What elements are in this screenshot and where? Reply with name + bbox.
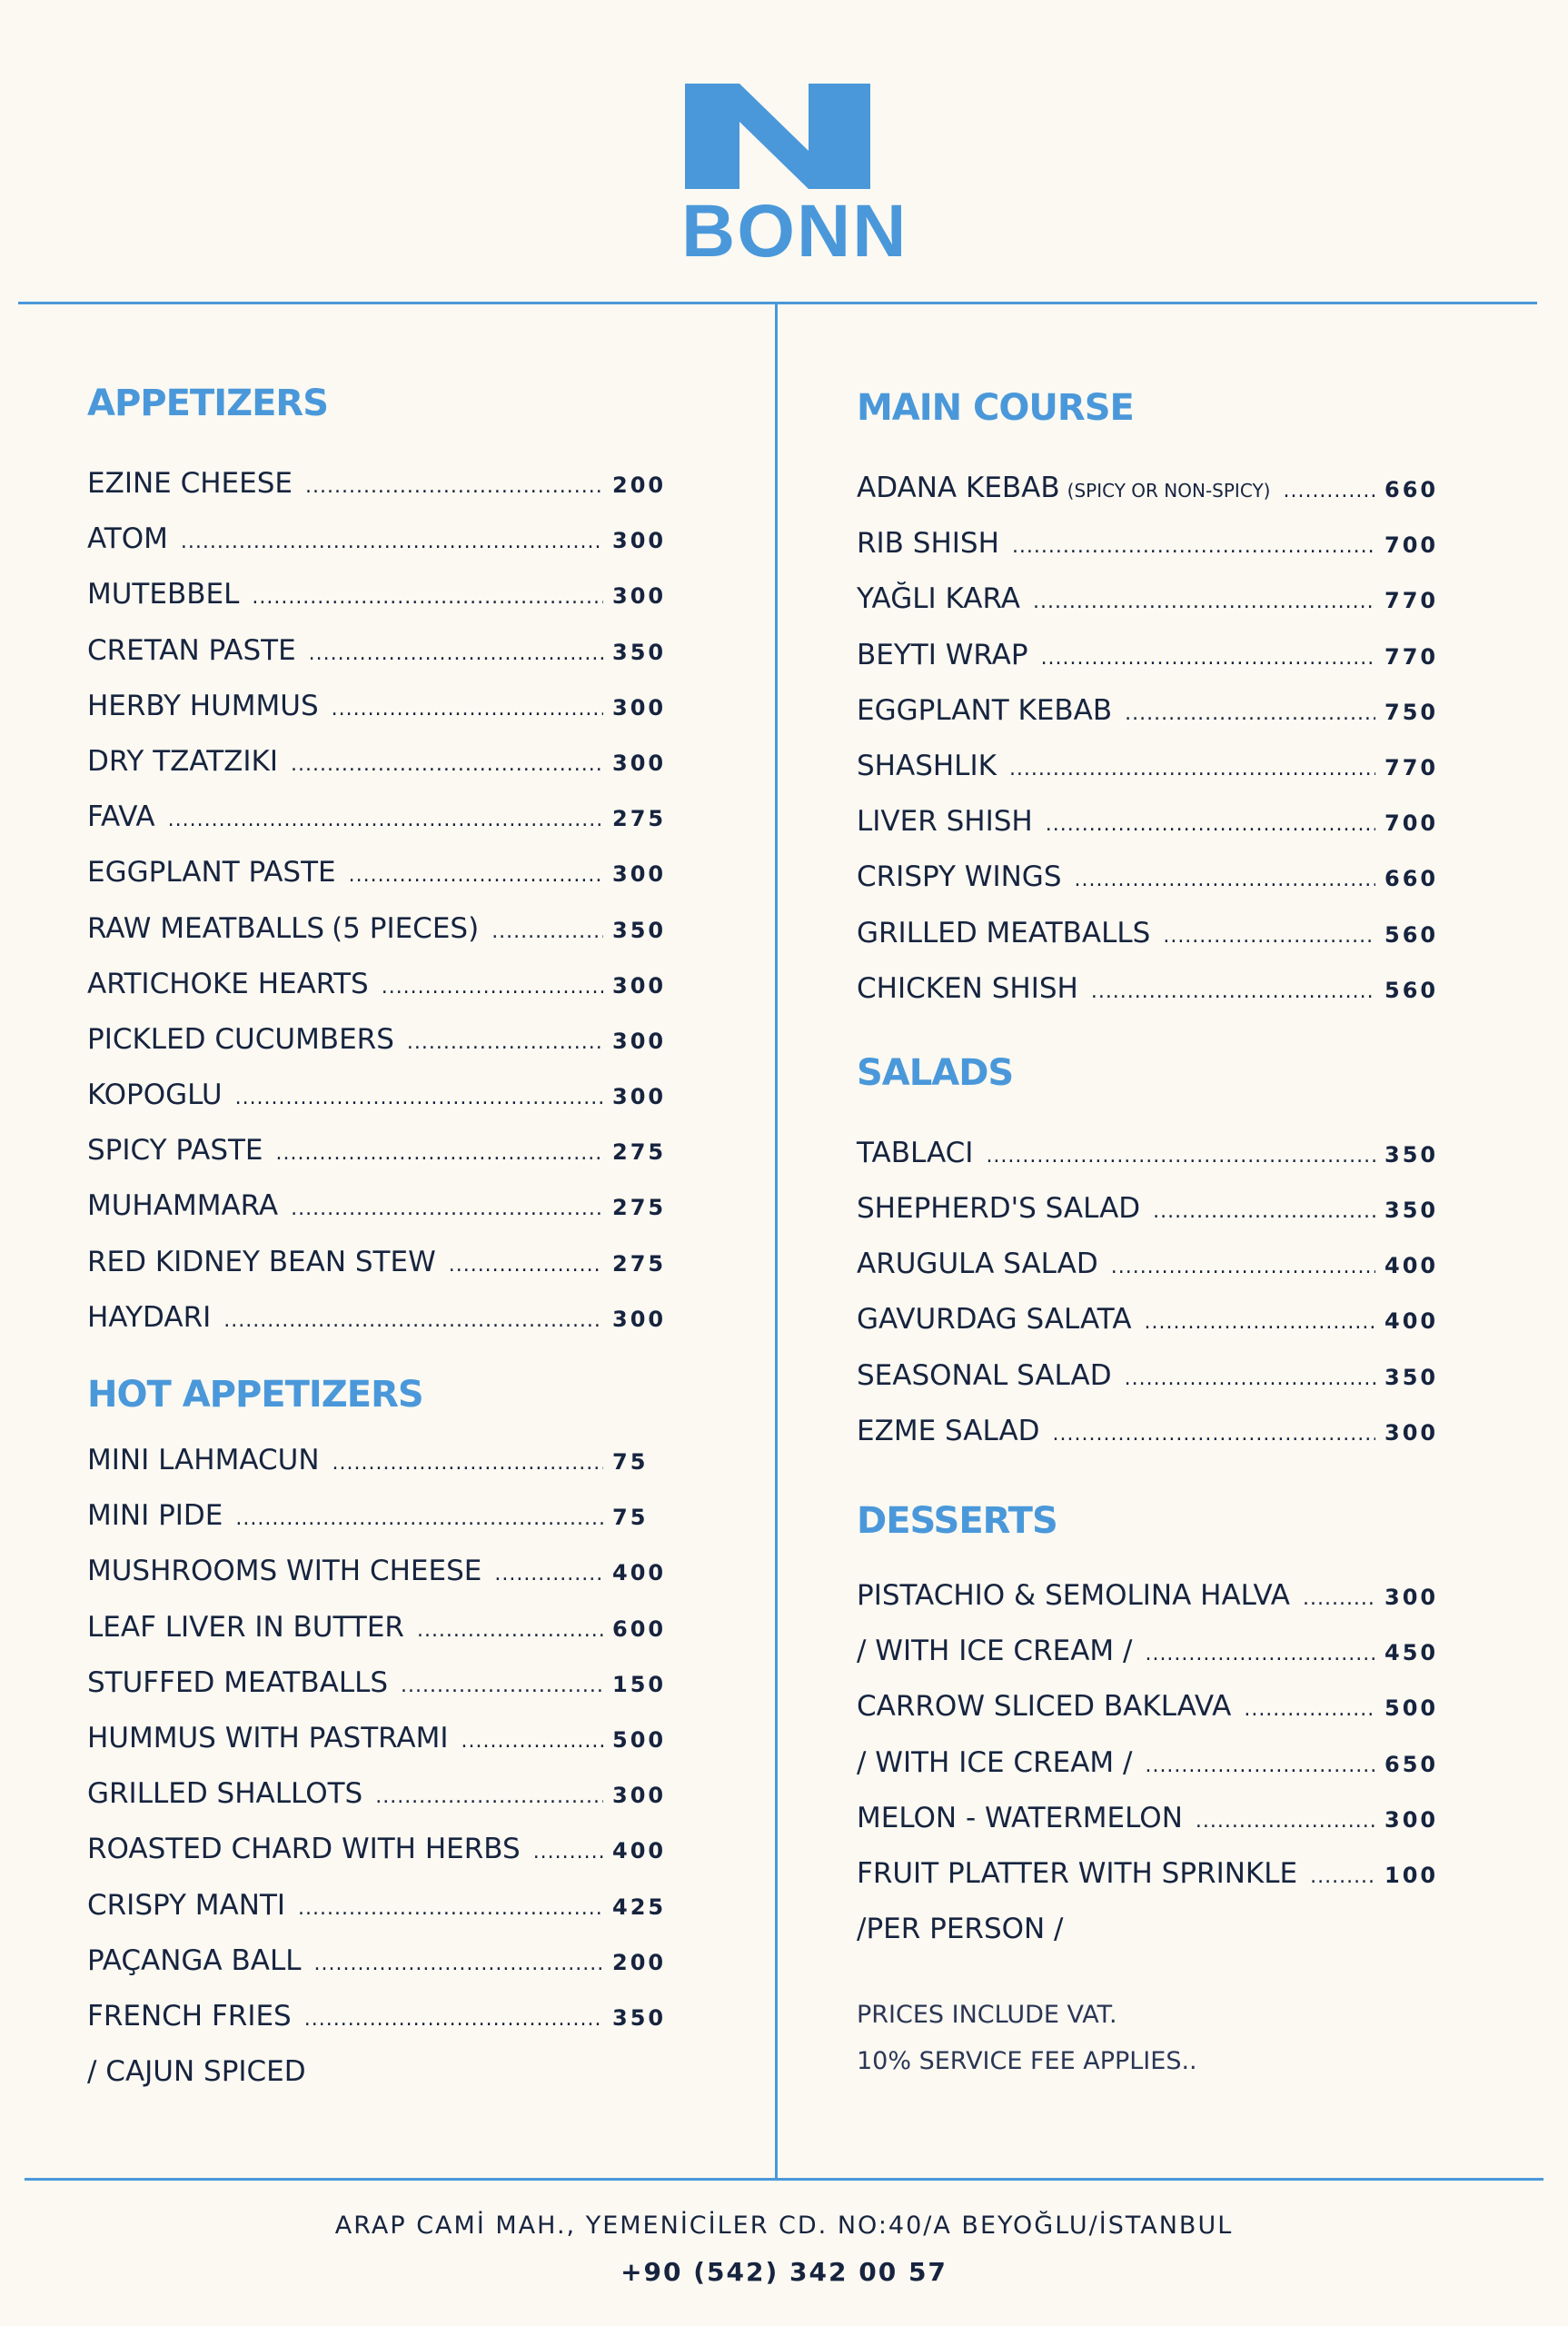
item-name: MELON - WATERMELON: [857, 1801, 1183, 1834]
item-name: RAW MEATBALLS: [87, 911, 325, 945]
item-name: / WITH ICE CREAM /: [857, 1635, 1133, 1668]
menu-item: [87, 790, 678, 845]
item-name: FRENCH FRIES: [87, 1999, 292, 2033]
dot-leader: [235, 1491, 603, 1546]
dot-leader: [304, 1992, 603, 2047]
item-name: MUSHROOMS WITH CHEESE: [87, 1555, 482, 1588]
menu-item: [87, 512, 678, 567]
dot-leader: [494, 1546, 603, 1602]
item-name: CARROW SLICED BAKLAVA: [857, 1690, 1232, 1724]
item-name: CRISPY MANTI: [87, 1888, 286, 1922]
dot-leader: [401, 1658, 603, 1714]
dot-leader: [181, 514, 603, 570]
dot-leader: [276, 1126, 603, 1181]
footer-divider: [25, 2178, 1543, 2181]
dot-leader: [1041, 631, 1375, 686]
item-name: CRETAN PASTE: [87, 633, 296, 667]
dot-leader: [252, 570, 603, 625]
dot-leader: [1075, 852, 1376, 908]
item-name: STUFFED MEATBALLS: [87, 1665, 389, 1699]
dot-leader: [449, 1238, 603, 1293]
item-price: 300: [612, 583, 667, 610]
item-price: 350: [1384, 1364, 1439, 1390]
item-price: 770: [1384, 754, 1439, 780]
menu-item: [857, 516, 1450, 572]
item-price: 750: [1384, 699, 1439, 725]
dot-leader: [1033, 574, 1375, 630]
item-price: 200: [612, 1949, 667, 1975]
dot-leader: [1145, 1626, 1375, 1682]
dot-leader: [305, 459, 603, 514]
menu-item: [87, 1012, 678, 1068]
item-price: 400: [1384, 1253, 1439, 1279]
item-price: 400: [1384, 1308, 1439, 1335]
menu-item: [857, 1292, 1450, 1347]
main-course-list: [857, 461, 1450, 1017]
dot-leader: [1145, 1738, 1375, 1794]
item-name: YAĞLI KARA: [857, 582, 1020, 616]
item-name: HAYDARI: [87, 1300, 212, 1334]
menu-item: [87, 1488, 678, 1544]
item-name: PISTACHIO & SEMOLINA HALVA: [857, 1579, 1290, 1612]
item-price: 770: [1384, 643, 1439, 670]
item-price: 350: [612, 639, 667, 665]
dot-leader: [332, 1436, 603, 1491]
item-name: LIVER SHISH: [857, 805, 1033, 839]
menu-item: [857, 1791, 1450, 1846]
menu-item: [857, 961, 1450, 1017]
menu-item: [857, 1846, 1450, 1902]
dot-leader: [382, 959, 603, 1015]
item-note: (SPICY OR NON-SPICY): [1067, 480, 1271, 502]
dot-leader: [298, 1881, 603, 1936]
menu-item: [857, 850, 1450, 905]
brand-name: BONN: [681, 190, 908, 273]
item-price: 150: [612, 1671, 667, 1697]
item-name: GAVURDAG SALATA: [857, 1303, 1132, 1337]
menu-item: [857, 628, 1450, 683]
menu-item: [857, 461, 1450, 516]
menu-item: [87, 1989, 678, 2044]
appetizers-list: [87, 456, 678, 1346]
item-price: 500: [1384, 1695, 1439, 1722]
item-name: CRISPY WINGS: [857, 860, 1062, 894]
section-title-salads: SALADS: [857, 1051, 1014, 1094]
item-name: MINI LAHMACUN: [87, 1444, 320, 1476]
item-price: 350: [612, 917, 667, 943]
item-price: 650: [1384, 1751, 1439, 1777]
n-block-icon: [681, 82, 874, 191]
dot-leader: [291, 737, 603, 792]
item-name: SPICY PASTE: [87, 1134, 263, 1168]
item-name: TABLACI: [857, 1136, 974, 1169]
dot-leader: [235, 1070, 603, 1126]
item-name: MUTEBBEL: [87, 578, 240, 611]
item-name: EZME SALAD: [857, 1414, 1040, 1447]
item-price: 275: [612, 1195, 667, 1221]
dot-leader: [1046, 797, 1375, 852]
menu-item: [857, 683, 1450, 739]
menu-item: [857, 739, 1450, 794]
item-name: RIB SHISH: [857, 527, 999, 561]
menu-item: [87, 957, 678, 1012]
item-name: ADANA KEBAB: [857, 472, 1060, 504]
menu-item: [87, 1433, 678, 1488]
dot-leader: [417, 1603, 603, 1658]
item-name: EGGPLANT PASTE: [87, 856, 336, 890]
item-name: ARUGULA SALAD: [857, 1247, 1098, 1281]
item-price: 400: [612, 1838, 667, 1864]
menu-item: [87, 1235, 678, 1290]
dot-leader: [1283, 463, 1375, 519]
item-price: 770: [1384, 588, 1439, 614]
item-price: 300: [612, 694, 667, 721]
item-name: HUMMUS WITH PASTRAMI: [87, 1721, 449, 1754]
menu-item: [87, 1544, 678, 1599]
menu-item: [87, 1290, 678, 1346]
menu-item: [87, 1933, 678, 1989]
item-price: 300: [1384, 1419, 1439, 1446]
dot-leader: [1125, 1351, 1375, 1407]
item-price: 660: [1384, 477, 1439, 502]
item-price: 350: [1384, 1141, 1439, 1168]
item-price: 560: [1384, 921, 1439, 948]
header-divider: [18, 302, 1537, 304]
item-price: 700: [1384, 532, 1439, 559]
menu-item: [87, 1766, 678, 1822]
item-price: 560: [1384, 977, 1439, 1003]
dot-leader: [1053, 1407, 1375, 1462]
menu-item: [87, 456, 678, 512]
menu-item: [857, 1348, 1450, 1404]
item-note: (5 PIECES): [332, 911, 480, 945]
menu-item: [87, 734, 678, 790]
item-price: 100: [1384, 1862, 1439, 1888]
dot-leader: [1310, 1849, 1375, 1904]
item-price: 400: [612, 1560, 667, 1586]
section-title-main-course: MAIN COURSE: [857, 387, 1134, 429]
menu-item: [857, 1126, 1450, 1181]
item-price: 75: [612, 1449, 649, 1475]
menu-item: [857, 1679, 1450, 1735]
menu-item: [857, 1237, 1450, 1292]
menu-item: [87, 1711, 678, 1766]
item-name: FAVA: [87, 800, 155, 834]
menu-item: [87, 679, 678, 734]
hot-appetizers-sub: / CAJUN SPICED: [87, 2055, 306, 2089]
item-price: 300: [612, 750, 667, 776]
dot-leader: [223, 1293, 603, 1348]
item-name: ARTICHOKE HEARTS: [87, 967, 369, 1000]
item-price: 275: [612, 1139, 667, 1166]
item-name: FRUIT PLATTER WITH SPRINKLE: [857, 1856, 1298, 1890]
item-price: 350: [1384, 1198, 1439, 1224]
dot-leader: [1145, 1295, 1375, 1350]
menu-item: [87, 623, 678, 679]
dot-leader: [168, 792, 603, 848]
item-name: EGGPLANT KEBAB: [857, 693, 1113, 727]
dot-leader: [1012, 519, 1375, 574]
column-divider: [775, 303, 778, 2178]
salads-list: [857, 1126, 1450, 1459]
item-price: 600: [612, 1615, 667, 1642]
left-column: [87, 378, 678, 2100]
menu-item: [857, 1181, 1450, 1237]
dot-leader: [309, 626, 603, 681]
item-price: 660: [1384, 866, 1439, 892]
item-price: 300: [612, 1028, 667, 1054]
item-price: 75: [612, 1505, 649, 1531]
dot-leader: [1125, 686, 1375, 741]
dot-leader: [349, 848, 603, 903]
item-price: 300: [612, 1783, 667, 1809]
item-price: 450: [1384, 1640, 1439, 1666]
menu-item: [87, 1600, 678, 1655]
menu-item: [87, 567, 678, 622]
item-name: CHICKEN SHISH: [857, 971, 1078, 1005]
item-price: 300: [1384, 1585, 1439, 1610]
item-name: RED KIDNEY BEAN STEW: [87, 1245, 436, 1278]
item-price: 300: [612, 1306, 667, 1332]
menu-item: [857, 794, 1450, 850]
menu-item: [857, 1404, 1450, 1459]
item-price: 300: [612, 1084, 667, 1110]
item-name: SHASHLIK: [857, 749, 997, 782]
dot-leader: [491, 904, 603, 959]
menu-item: [87, 1178, 678, 1234]
dot-leader: [1303, 1571, 1375, 1626]
section-title-desserts: DESSERTS: [857, 1500, 1057, 1542]
dot-leader: [1196, 1794, 1375, 1849]
desserts-sub: /PER PERSON /: [857, 1913, 1064, 1946]
item-name: MINI PIDE: [87, 1499, 223, 1533]
item-name: MUHAMMARA: [87, 1189, 279, 1223]
service-fee-note: 10% SERVICE FEE APPLIES..: [857, 2047, 1197, 2076]
dot-leader: [1009, 741, 1375, 797]
item-name: ROASTED CHARD WITH HERBS: [87, 1833, 521, 1866]
item-price: 425: [612, 1894, 667, 1920]
item-name: PICKLED CUCUMBERS: [87, 1022, 394, 1056]
item-name: PAÇANGA BALL: [87, 1943, 302, 1977]
menu-item: [857, 1568, 1450, 1624]
vat-note: PRICES INCLUDE VAT.: [857, 2001, 1117, 2030]
menu-item: [87, 1822, 678, 1877]
dot-leader: [1111, 1239, 1375, 1295]
menu-item: [87, 1123, 678, 1178]
right-column: [857, 383, 1450, 2084]
dot-leader: [533, 1824, 603, 1880]
item-price: 300: [1384, 1806, 1439, 1833]
dot-leader: [986, 1128, 1375, 1184]
item-name: BEYTI WRAP: [857, 638, 1028, 671]
dot-leader: [332, 681, 603, 737]
desserts-list: [857, 1568, 1450, 1902]
item-name: ATOM: [87, 522, 168, 556]
item-name: SEASONAL SALAD: [857, 1358, 1112, 1392]
item-name: LEAF LIVER IN BUTTER: [87, 1610, 404, 1644]
item-price: 700: [1384, 810, 1439, 837]
item-price: 500: [612, 1726, 667, 1753]
item-name: EZINE CHEESE: [87, 467, 293, 500]
menu-item: [87, 1068, 678, 1123]
menu-item: [857, 1624, 1450, 1679]
dot-leader: [1091, 964, 1375, 1019]
item-name: KOPOGLU: [87, 1079, 223, 1112]
menu-item: [857, 1735, 1450, 1791]
menu-item: [857, 572, 1450, 627]
dot-leader: [461, 1714, 603, 1769]
item-name: / WITH ICE CREAM /: [857, 1745, 1133, 1779]
address: ARAP CAMİ MAH., YEMENİCİLER CD. NO:40/A BEYOĞLU/İSTANBUL: [334, 2212, 1234, 2240]
dot-leader: [407, 1015, 603, 1070]
item-price: 275: [612, 1250, 667, 1277]
item-price: 350: [612, 2004, 667, 2031]
hot-appetizers-list: [87, 1433, 678, 2044]
item-name: HERBY HUMMUS: [87, 689, 319, 722]
section-title-appetizers: APPETIZERS: [87, 383, 329, 424]
menu-item: [87, 1655, 678, 1711]
dot-leader: [291, 1181, 603, 1237]
item-price: 300: [612, 972, 667, 999]
menu-item: [857, 906, 1450, 961]
item-name: DRY TZATZIKI: [87, 744, 278, 778]
item-price: 275: [612, 806, 667, 832]
menu-item: [87, 1878, 678, 1933]
dot-leader: [375, 1769, 603, 1824]
item-price: 300: [612, 861, 667, 888]
item-name: GRILLED MEATBALLS: [857, 916, 1151, 949]
dot-leader: [314, 1936, 603, 1992]
phone-number: +90 (542) 342 00 57: [620, 2257, 948, 2287]
dot-leader: [1163, 909, 1375, 964]
item-price: 200: [612, 472, 667, 498]
item-price: 300: [612, 528, 667, 554]
menu-item: [87, 901, 678, 957]
dot-leader: [1244, 1682, 1375, 1737]
item-name: SHEPHERD'S SALAD: [857, 1192, 1141, 1226]
dot-leader: [1153, 1184, 1375, 1239]
menu-item: [87, 845, 678, 900]
section-title-hot-appetizers: HOT APPETIZERS: [87, 1374, 423, 1416]
brand-logo: [681, 82, 908, 273]
item-name: GRILLED SHALLOTS: [87, 1777, 363, 1811]
